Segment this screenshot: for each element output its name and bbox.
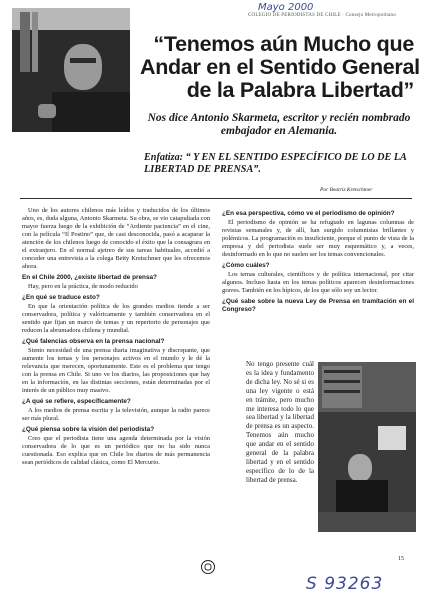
intro-paragraph: Uno de los autores chilenos más leídos y traducidos de los últimos años, es, duda alguna, Antonio Skarmeta. Su obra, se vio catapultada con mayor fuerza luego de la exhibición de “Ardiente paciencia” en el cine, con la película “Il Postino” que, de casi desconocida, pasó a acaparar la atención de los chilenos luego de conocido el éxito que la consagrara en el extranjero. En el normal ajetreo de sus tareas habituales, accedió a conceder una entrevista a la colega Betty Kretschmer que les ofrecemos ahora.	[22, 207, 210, 270]
headline-line: “Tenemos aún Mucho que	[153, 32, 414, 56]
emphasis-text: “ Y EN EL SENTIDO ESPECÍFICO DE LO DE LA LIBERTAD DE PRENSA”.	[144, 152, 407, 175]
interview-photo	[318, 362, 416, 532]
byline: Por Beatriz Kretschmer	[320, 187, 373, 193]
answer: Los temas culturales, científicos y de política internacional, por citar algunos. Incluso hasta en los temas políticos aparecen desinformaciones graves. También en los hípicos, de los que sólo soy un lector.	[222, 271, 414, 294]
answer: En que la orientación política de los grandes medios tiende a ser conservadora, política y valóricamente y también conservadora en el sentido que fijan un marco de temas y un repertorio de personajes que reducen la abrumadora chilena y mundial.	[22, 303, 210, 334]
masthead: COLEGIO DE PERIODISTAS DE CHILE · Consejo Metropolitano	[248, 13, 396, 18]
subtitle-line: Nos dice Antonio Skarmeta, escritor y recién nombrado	[147, 112, 411, 124]
answer: Siento necesidad de una prensa diaria imaginativa y discrepante, que aumente los temas y los personajes activos en el mundo y le dé la relevancia que merecen, oportunamente. Este es el problema que tengo con la prensa en Chile. Si uno ve los diarios, las proposiciones que hay en la información, en las distintas secciones, están determinadas por el interés de un público muy masivo.	[22, 347, 210, 394]
seal-icon	[201, 560, 215, 574]
answer: A los medios de prensa escrita y la televisión, aunque la radio parece ser más plural.	[22, 407, 210, 422]
question: ¿En esa perspectiva, cómo ve el periodismo de opinión?	[222, 210, 395, 217]
page-number: 15	[398, 556, 404, 562]
emphasis-label: Enfatiza:	[144, 152, 184, 163]
headline-line: Andar en el Sentido General	[140, 55, 420, 79]
subtitle-line: embajador en Alemania.	[220, 125, 338, 137]
answer: El periodismo de opinión se ha refugiado en lagunas columnas de revistas semanales y, de allí, han surgido columnistas brillantes y polémicos. La programación es insuficiente, porque el punto de vista de la empresa y del periodista suele ser muy esquemático y, a veces, desinformado en lo que no suelen ser los temas convencionales.	[222, 219, 414, 258]
answer: Hay, pero en la práctica, de modo reducido	[28, 283, 138, 290]
handwritten-date: Mayo 2000	[258, 2, 314, 13]
emphasis-quote	[144, 152, 416, 176]
narrow-answer: No tengo presente cuál es la idea y fundamento de dicha ley. No sé si es una ley vigente o está en trámite, pero mucho me interesa todo lo que sea libertad y la libertad de prensa es un aspecto. Tenemos aún mucho que andar en el sentido general de la palabra libertad y en el sentido específico de lo de la libertad de prensa.	[246, 360, 314, 484]
question: ¿Qué falencias observa en la prensa nacional?	[22, 338, 165, 345]
question: ¿En qué se traduce esto?	[22, 294, 100, 301]
handwritten-code: S 93263	[306, 574, 384, 594]
subtitle	[140, 112, 418, 138]
question: ¿A qué se refiere, específicamente?	[22, 398, 131, 405]
headline-line: de la Palabra Libertad”	[186, 78, 414, 102]
answer: Creo que el periodista tiene una agenda determinada por la visión conservadora de lo que es un periódico que no ha sido nunca cuestionada. Eso explica que en Chile los diarios de más permanencia sean periódicos de calidad clásica, como El Mercurio.	[22, 435, 210, 466]
divider-rule	[20, 198, 412, 199]
question: ¿Qué piensa sobre la visión del periodista?	[22, 426, 155, 433]
author-portrait	[12, 8, 130, 132]
question: En el Chile 2000, ¿existe libertad de prensa?	[22, 274, 157, 281]
question: ¿Qué sabe sobre la nueva Ley de Prensa en tramitación en el Congreso?	[222, 298, 414, 313]
left-column	[22, 207, 210, 470]
question: ¿Cómo cuáles?	[222, 262, 270, 269]
headline	[140, 32, 420, 102]
right-column	[222, 207, 414, 315]
